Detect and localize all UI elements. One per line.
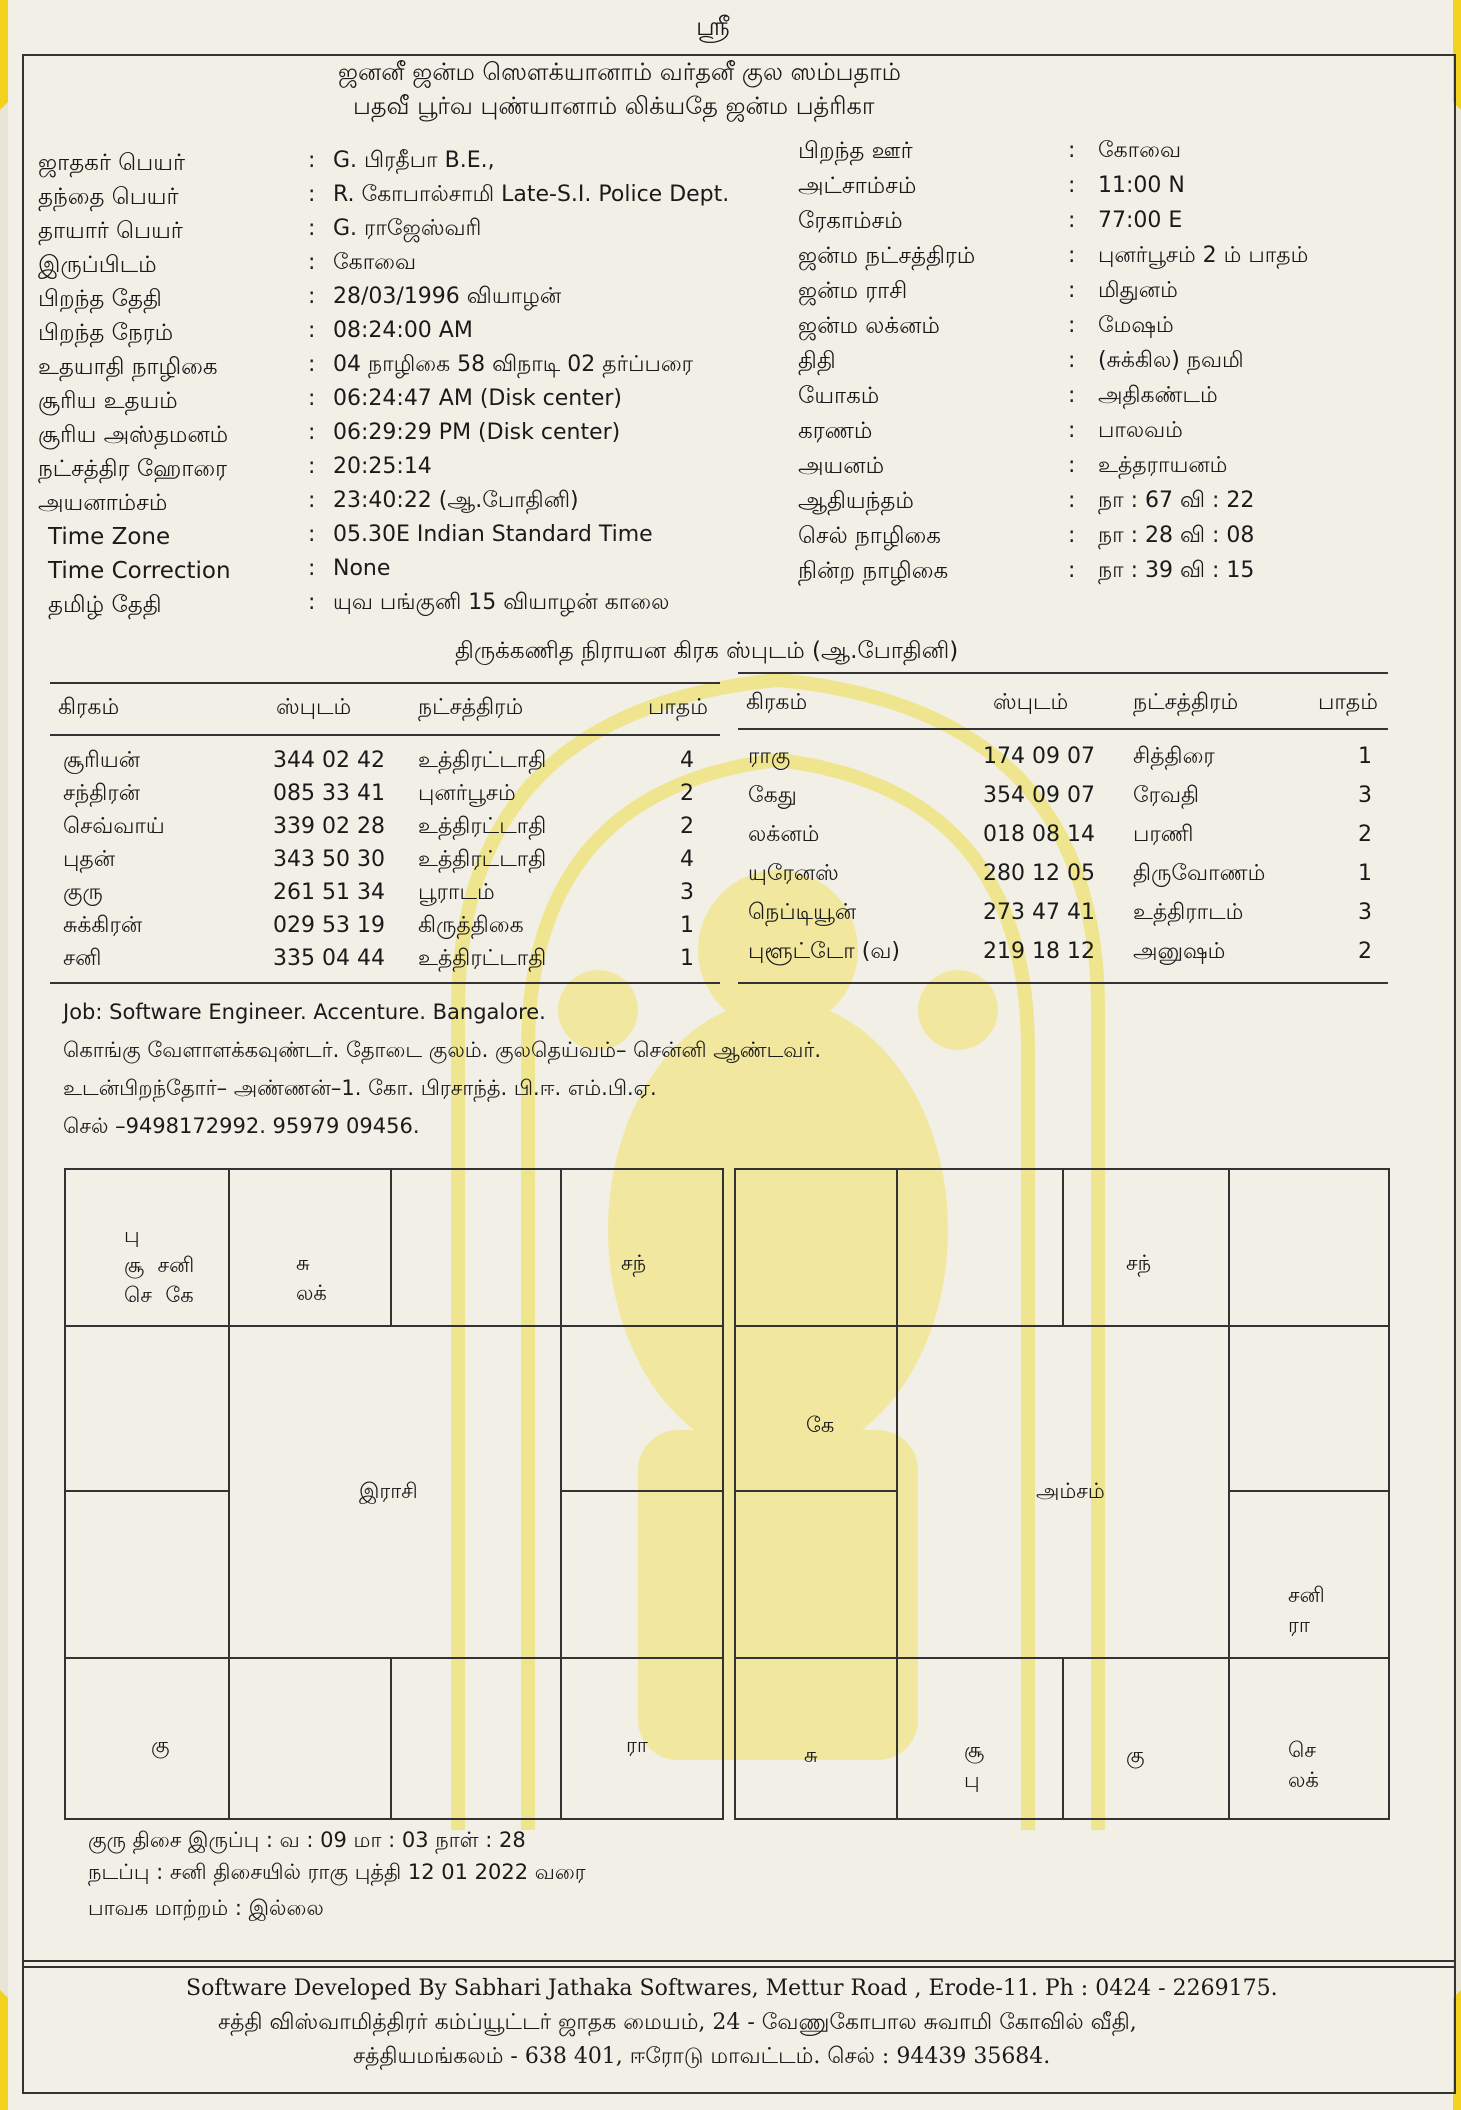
detail-label: தந்தை பெயர் [38,184,179,210]
detail-label: அயனம் [798,453,885,479]
table-cell: 273 47 41 [983,900,1095,925]
colon: : [1068,348,1076,373]
detail-label: அட்சாம்சம் [798,173,917,199]
column-header: ஸ்புடம் [993,690,1069,715]
amsam-chart [734,1168,1390,1820]
table-cell: யுரேனஸ் [748,861,839,886]
rasi-chart [64,1168,724,1820]
table-cell: திருவோணம் [1133,861,1266,886]
detail-value: (சுக்கில) நவமி [1098,348,1244,373]
table-cell: 261 51 34 [273,880,385,905]
table-cell: குரு [63,880,103,905]
colon: : [308,182,316,207]
divider [738,672,1388,674]
divider [738,982,1388,984]
detail-value: புனர்பூசம் 2 ம் பாதம் [1098,243,1309,268]
table-cell: 2 [680,814,694,839]
detail-label: பிறந்த நேரம் [38,320,174,346]
detail-value: நா : 67 வி : 22 [1098,488,1255,513]
detail-label: Time Zone [48,524,171,550]
colon: : [1068,138,1076,163]
table-cell: ராகு [748,744,791,769]
table-cell: உத்திரட்டாதி [418,814,547,839]
table-cell: உத்திரட்டாதி [418,748,547,773]
table-cell: கிருத்திகை [418,913,524,938]
table-cell: 4 [680,847,694,872]
table-cell: பூராடம் [418,880,495,905]
column-header: ஸ்புடம் [276,695,352,720]
center-contact: சத்தியமங்கலம் - 638 401, ஈரோடு மாவட்டம். செல் : 94439 35684. [353,2044,1051,2069]
detail-value: None [333,556,391,581]
detail-value: G. ராஜேஸ்வரி [333,216,482,241]
table-cell: 343 50 30 [273,847,385,872]
detail-label: சூரிய அஸ்தமனம் [38,422,229,448]
detail-label: உதயாதி நாழிகை [38,354,218,380]
table-cell: புனர்பூசம் [418,781,516,806]
house-planets: சூ பு [964,1738,985,1792]
colon: : [308,590,316,615]
note-line: செல் –9498172992. 95979 09456. [63,1114,420,1138]
chart-center-label: இராசி [359,1479,418,1503]
detail-label: ஜன்ம லக்னம் [798,313,940,339]
table-cell: 2 [680,781,694,806]
grid-line [1062,1657,1064,1818]
table-cell: 4 [680,748,694,773]
detail-label: ஆதியந்தம் [798,488,914,514]
colon: : [308,556,316,581]
column-header: நட்சத்திரம் [418,695,524,720]
grid-line [1228,1170,1230,1818]
grid-line [896,1170,898,1818]
table-cell: 085 33 41 [273,781,385,806]
sloka-line-2: பதவீ பூர்வ புண்யானாம் லிக்யதே ஜன்ம பத்ரிகா [353,92,875,120]
grid-line [66,1325,722,1327]
table-cell: சூரியன் [63,748,141,773]
colon: : [308,250,316,275]
center-address: சத்தி விஸ்வாமித்திரர் கம்ப்யூட்டர் ஜாதக மையம், 24 - வேணுகோபால சுவாமி கோவில் வீதி, [218,2010,1137,2035]
divider [22,1966,1456,1968]
current-dasa: நடப்பு : சனி திசையில் ராகு புத்தி 12 01 2022 வரை [88,1860,586,1884]
colon: : [1068,313,1076,338]
table-cell: 3 [680,880,694,905]
horoscope-sheet [8,0,1453,2110]
column-header: கிரகம் [746,690,808,715]
note-line: உடன்பிறந்தோர்– அண்ணன்–1. கோ. பிரசாந்த். பி.ஈ. எம்.பி.ஏ. [63,1076,657,1100]
detail-label: ஜாதகர் பெயர் [38,150,185,176]
colon: : [1068,208,1076,233]
house-planets: பு சூ சனி செ கே [124,1223,195,1307]
table-cell: புதன் [63,847,116,872]
colon: : [308,454,316,479]
colon: : [308,352,316,377]
divider [50,682,720,684]
detail-value: அதிகண்டம் [1098,383,1218,408]
sloka-line-1: ஜனனீ ஜன்ம ஸௌக்யானாம் வர்தனீ குல ஸம்பதாம் [338,58,901,86]
table-cell: 3 [1358,783,1372,808]
house-planets: கு [1126,1743,1145,1767]
software-credit: Software Developed By Sabhari Jathaka Softwares, Mettur Road , Erode-11. Ph : 0424 - 2269175. [186,1976,1278,2001]
house-planets: சந் [621,1251,647,1275]
grid-line [228,1170,230,1818]
column-header: பாதம் [1318,690,1378,715]
detail-label: கரணம் [798,418,873,444]
note-line: Job: Software Engineer. Accenture. Bangalore. [63,1000,546,1024]
colon: : [1068,278,1076,303]
table-cell: 339 02 28 [273,814,385,839]
detail-value: 06:29:29 PM (Disk center) [333,420,621,445]
detail-value: யுவ பங்குனி 15 வியாழன் காலை [333,590,670,615]
table-cell: 174 09 07 [983,744,1095,769]
table-cell: 335 04 44 [273,946,385,971]
dasa-balance: குரு திசை இருப்பு : வ : 09 மா : 03 நாள் : 28 [88,1828,526,1852]
table-cell: 1 [1358,861,1372,886]
table-cell: புளூட்டோ (வ) [748,939,901,964]
colon: : [308,148,316,173]
colon: : [1068,243,1076,268]
planet-table-title: திருக்கணித நிராயன கிரக ஸ்புடம் (ஆ.போதினி) [455,638,959,664]
table-cell: 219 18 12 [983,939,1095,964]
table-cell: 2 [1358,822,1372,847]
detail-label: இருப்பிடம் [38,252,157,278]
house-planets: கே [806,1413,835,1437]
colon: : [308,522,316,547]
colon: : [1068,523,1076,548]
colon: : [308,284,316,309]
detail-value: 20:25:14 [333,454,432,479]
table-cell: சனி [63,946,102,971]
detail-label: சூரிய உதயம் [38,388,178,414]
colon: : [1068,418,1076,443]
detail-value: மிதுனம் [1098,278,1178,303]
detail-value: உத்தராயனம் [1098,453,1228,478]
house-planets: சனி ரா [1288,1583,1325,1637]
detail-label: ஜன்ம ராசி [798,278,908,304]
detail-label: திதி [798,348,836,374]
column-header: நட்சத்திரம் [1133,690,1239,715]
grid-line [390,1657,392,1818]
table-cell: 354 09 07 [983,783,1095,808]
column-header: பாதம் [648,695,708,720]
table-cell: சந்திரன் [63,781,141,806]
grid-line [66,1657,722,1659]
detail-value: 11:00 N [1098,173,1185,198]
grid-line [390,1170,392,1327]
colon: : [308,420,316,445]
table-cell: நெப்டியூன் [748,900,857,925]
detail-value: 06:24:47 AM (Disk center) [333,386,623,411]
house-planets: சு லக் [296,1251,327,1305]
detail-label: யோகம் [798,383,880,409]
house-planets: சந் [1126,1251,1152,1275]
divider [22,1960,1456,1962]
note-line: கொங்கு வேளாளக்கவுண்டர். தோடை குலம். குலதெய்வம்– சென்னி ஆண்டவர். [63,1038,822,1062]
divider [50,982,720,984]
house-planets: ரா [626,1733,648,1757]
grid-line [560,1170,562,1818]
detail-label: செல் நாழிகை [798,523,941,549]
table-cell: உத்திராடம் [1133,900,1244,925]
grid-line [66,1490,230,1492]
detail-value: கோவை [333,250,417,275]
table-cell: 2 [1358,939,1372,964]
divider [738,728,1388,730]
colon: : [308,488,316,513]
table-cell: செவ்வாய் [63,814,165,839]
colon: : [308,216,316,241]
detail-value: நா : 39 வி : 15 [1098,558,1255,583]
detail-value: R. கோபால்சாமி Late-S.I. Police Dept. [333,182,730,207]
table-cell: 1 [680,913,694,938]
table-cell: அனுஷம் [1133,939,1226,964]
grid-line [736,1490,898,1492]
table-cell: 344 02 42 [273,748,385,773]
detail-label: பிறந்த தேதி [38,286,162,312]
colon: : [1068,558,1076,583]
table-cell: 029 53 19 [273,913,385,938]
house-planets: கு [151,1733,170,1757]
sri-heading: ஸ்ரீ [696,12,730,42]
detail-label: அயனாம்சம் [38,490,168,516]
detail-value: 28/03/1996 வியாழன் [333,284,562,309]
house-planets: செ லக் [1288,1738,1319,1792]
detail-value: 04 நாழிகை 58 விநாடி 02 தர்ப்பரை [333,352,694,377]
grid-line [1062,1170,1064,1327]
table-cell: 1 [680,946,694,971]
table-cell: சித்திரை [1133,744,1215,769]
detail-value: நா : 28 வி : 08 [1098,523,1255,548]
detail-label: ஜன்ம நட்சத்திரம் [798,243,976,269]
detail-value: 23:40:22 (ஆ.போதினி) [333,488,579,513]
grid-line [560,1490,722,1492]
detail-value: கோவை [1098,138,1182,163]
detail-value: G. பிரதீபா B.E., [333,148,495,173]
detail-value: 08:24:00 AM [333,318,473,343]
detail-label: நின்ற நாழிகை [798,558,949,584]
table-cell: 280 12 05 [983,861,1095,886]
colon: : [1068,173,1076,198]
detail-label: தாயார் பெயர் [38,218,183,244]
table-cell: 1 [1358,744,1372,769]
grid-line [1228,1490,1388,1492]
detail-label: ரேகாம்சம் [798,208,903,234]
table-cell: உத்திரட்டாதி [418,946,547,971]
table-cell: பரணி [1133,822,1194,847]
detail-value: மேஷம் [1098,313,1174,338]
detail-label: Time Correction [48,558,231,584]
table-cell: உத்திரட்டாதி [418,847,547,872]
detail-label: நட்சத்திர ஹோரை [38,456,227,482]
detail-label: தமிழ் தேதி [48,592,162,618]
colon: : [1068,488,1076,513]
detail-value: 77:00 E [1098,208,1183,233]
colon: : [308,386,316,411]
table-cell: கேது [748,783,797,808]
detail-label: பிறந்த ஊர் [798,138,913,164]
table-cell: லக்னம் [748,822,820,847]
table-cell: 018 08 14 [983,822,1095,847]
colon: : [308,318,316,343]
colon: : [1068,383,1076,408]
table-cell: 3 [1358,900,1372,925]
colon: : [1068,453,1076,478]
table-cell: சுக்கிரன் [63,913,143,938]
bhava-change: பாவக மாற்றம் : இல்லை [88,1896,324,1920]
column-header: கிரகம் [58,695,120,720]
detail-value: பாலவம் [1098,418,1183,443]
chart-center-label: அம்சம் [1036,1479,1105,1503]
divider [50,734,720,736]
house-planets: சு [804,1743,818,1767]
table-cell: ரேவதி [1133,783,1200,808]
detail-value: 05.30E Indian Standard Time [333,522,653,547]
